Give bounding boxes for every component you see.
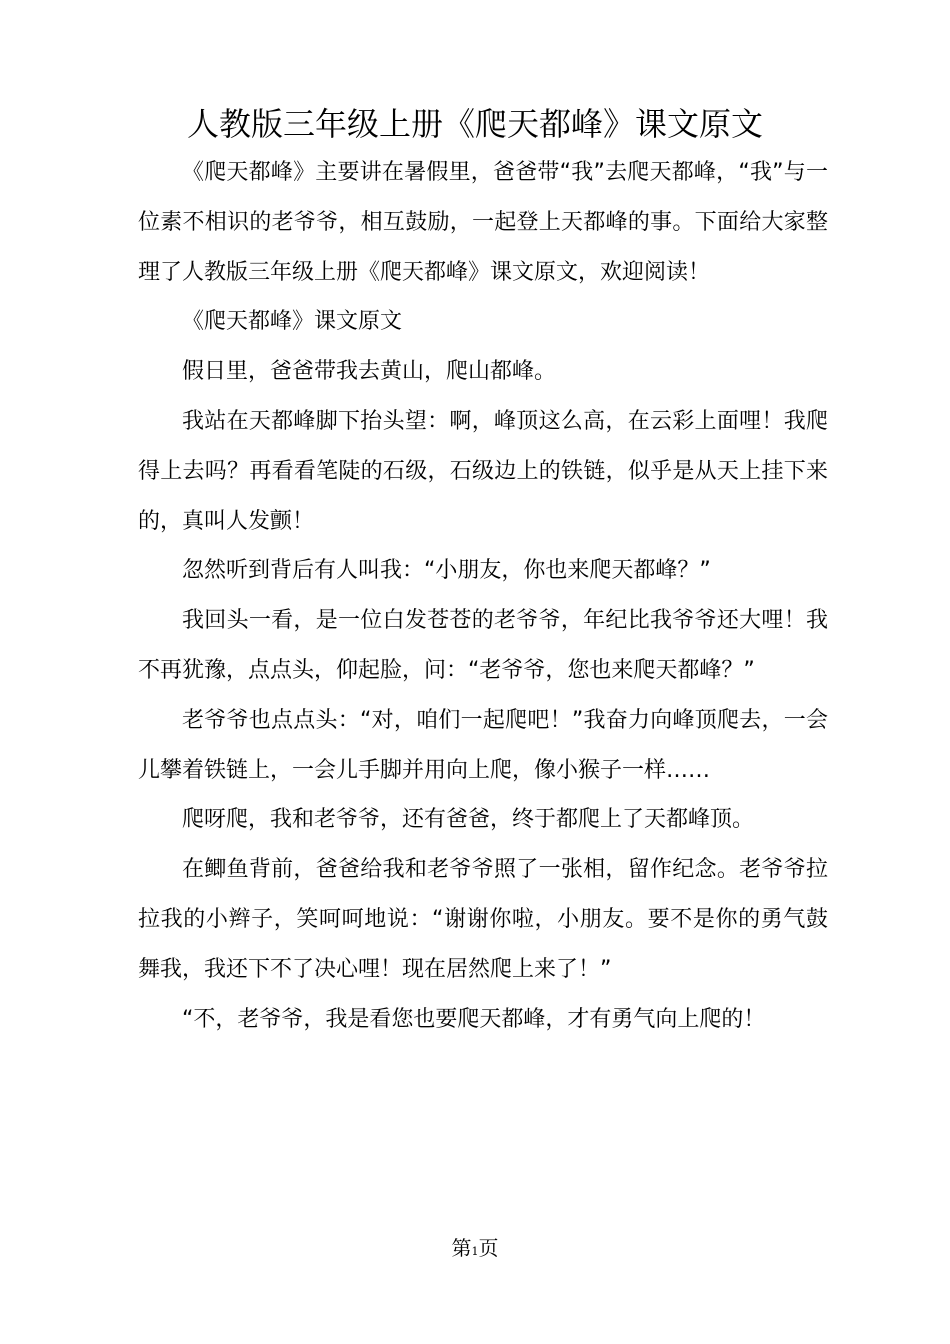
document-title: 人教版三年级上册《爬天都峰》课文原文 xyxy=(186,105,763,143)
paragraph: 我回头一看，是一位白发苍苍的老爷爷，年纪比我爷爷还大哩！我不再犹豫，点点头，仰起脸，问：“老爷爷，您也来爬天都峰？” xyxy=(138,608,828,683)
paragraph: “不，老爷爷，我是看您也要爬天都峰，才有勇气向上爬的！ xyxy=(182,1006,766,1032)
paragraph: 老爷爷也点点头：“对，咱们一起爬吧！”我奋力向峰顶爬去，一会儿攀着铁链上，一会儿手脚并用向上爬，像小猴子一样…… xyxy=(138,707,828,783)
paragraph: 假日里，爸爸带我去黄山，爬山都峰。 xyxy=(182,359,557,385)
paragraph: 我站在天都峰脚下抬头望：啊，峰顶这么高，在云彩上面哩！我爬得上去吗？再看看笔陡的石级，石级边上的铁链，似乎是从天上挂下来的，真叫人发颤！ xyxy=(138,408,828,534)
paragraph: 爬呀爬，我和老爷爷，还有爸爸，终于都爬上了天都峰顶。 xyxy=(182,807,755,833)
page-footer xyxy=(0,1233,950,1267)
page-footer-suffix: 页 xyxy=(478,1236,499,1260)
paragraph-section-heading: 《爬天都峰》课文原文 xyxy=(182,309,403,335)
page-footer-prefix: 第 xyxy=(451,1236,472,1260)
document-body xyxy=(138,148,828,1044)
paragraph: 在鲫鱼背前，爸爸给我和老爷爷照了一张相，留作纪念。老爷爷拉拉我的小辫子，笑呵呵地说：“谢谢你啦，小朋友。要不是你的勇气鼓舞我，我还下不了决心哩！现在居然爬上来了！” xyxy=(138,857,828,982)
paragraph: 忽然听到背后有人叫我：“小朋友，你也来爬天都峰？” xyxy=(182,558,711,584)
page-number: 1 xyxy=(471,1245,479,1258)
paragraph-intro: 《爬天都峰》主要讲在暑假里，爸爸带“我”去爬天都峰，“我”与一位素不相识的老爷爷，相互鼓励，一起登上天都峰的事。下面给大家整理了人教版三年级上册《爬天都峰》课文原文，欢迎阅读！ xyxy=(138,160,828,285)
